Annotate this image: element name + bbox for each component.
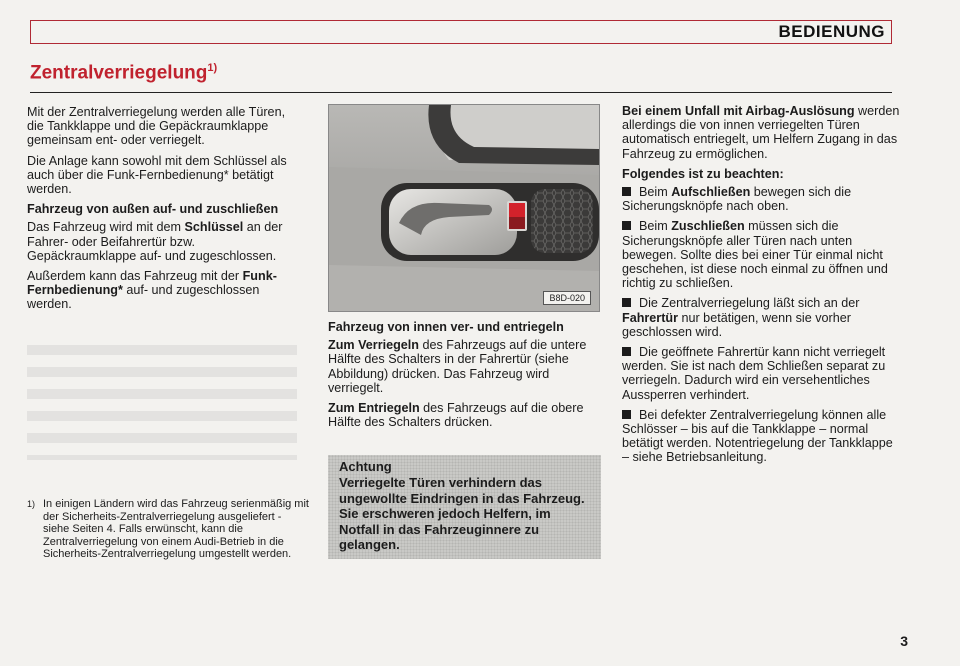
unlock-text: des Fahrzeugs auf die obere Hälfte des Schalters drücken. <box>328 401 584 430</box>
bullet-unlock-a: Beim <box>639 185 672 200</box>
notes-heading: Folgendes ist zu beachten: <box>622 166 784 181</box>
remote-text-c: auf- und zugeschlossen werden. <box>27 283 260 312</box>
bullet-square-icon <box>622 298 631 307</box>
lock-text: des Fahrzeugs auf die untere Hälfte des Schalters in der Fahrertür (siehe Abbildung) drücken. Das Fahrzeug wird verriegelt. <box>328 338 587 395</box>
footnote <box>27 498 309 561</box>
page-number: 3 <box>900 633 908 649</box>
unlock-bold: Zum Entriegeln <box>328 401 420 416</box>
door-switch-photo <box>328 104 600 312</box>
door-panel-illustration <box>329 105 600 312</box>
key-text-a: Das Fahrzeug wird mit dem <box>27 220 185 235</box>
bullet-driver-bold: Fahrertür <box>622 310 678 325</box>
outside-heading: Fahrzeug von außen auf- und zuschließen <box>27 202 279 217</box>
remote-text-bold: Funk-Fernbedienung* <box>27 269 277 298</box>
bullet-driver-a: Die Zentralverriegelung läßt sich an der <box>639 296 860 311</box>
key-text-c: an der Fahrer- oder Beifahrertür bzw. Gepäckraumklappe auf- und zugeschlossen. <box>27 220 283 263</box>
warning-text: Verriegelte Türen verhindern das ungewollte Eindringen in das Fahrzeug. Sie erschweren jedoch Helfern, im Notfall in das Fahrzeuginnere zu gelangen. <box>339 475 585 553</box>
footnote-text: In einigen Ländern wird das Fahrzeug serienmäßig mit der Sicherheits-Zentralverriegelung ausgeliefert - siehe Seiten 4. Falls erwünscht, kann die Zentralverriegelung von einem Audi-Betrieb in die Sicherheits-Zentralverriegelung umgestellt werden. <box>43 498 309 561</box>
unlock-paragraph <box>328 401 601 429</box>
section-label: BEDIENUNG <box>772 21 885 43</box>
title-rule <box>30 92 892 93</box>
bullet-square-icon <box>622 187 631 196</box>
bullet-square-icon <box>622 347 631 356</box>
bullet-open-door-text: Die geöffnete Fahrertür kann nicht verriegelt werden. Sie ist nach dem Schließen separat zu verriegeln. Dadurch wird ein versehentliches Aussperren verhindert. <box>622 345 886 402</box>
bullet-lock-c: müssen sich die Sicherungsknöpfe aller Türen nach unten bewegen. Sollte dies bei einer Tür einmal nicht geschehen, ist diese noch einmal zu öffnen und richtig zu schließen. <box>622 219 888 291</box>
column-left <box>27 105 305 318</box>
airbag-text: werden allerdings die von innen verriegelten Türen automatisch entriegelt, um Helfern Zugang in das Fahrzeug zu ermöglichen. <box>622 104 900 161</box>
lock-bold: Zum Verriegeln <box>328 338 419 353</box>
bullet-lock <box>622 219 900 290</box>
bullet-unlock-c: bewegen sich die Sicherungsknöpfe nach oben. <box>622 185 852 214</box>
column-middle <box>328 320 601 435</box>
airbag-paragraph <box>622 104 900 161</box>
footnote-mark: 1) <box>27 499 36 509</box>
key-text-bold: Schlüssel <box>184 220 244 235</box>
warning-box <box>328 455 601 559</box>
bullet-open-door <box>622 345 900 402</box>
bullet-square-icon <box>622 410 631 419</box>
remote-text-a: Außerdem kann das Fahrzeug mit der <box>27 269 243 284</box>
airbag-bold: Bei einem Unfall mit Airbag-Auslösung <box>622 104 855 118</box>
bullet-defect-text: Bei defekter Zentralverriegelung können alle Schlösser – bis auf die Tankklappe – normal betätigt werden. Notentriegelung der Tankklappe – siehe Betriebsanleitung. <box>622 407 893 465</box>
remote-paragraph <box>27 269 305 312</box>
page-title <box>30 62 217 84</box>
bullet-defect <box>622 408 900 465</box>
inside-heading: Fahrzeug von innen ver- und entriegeln <box>328 320 564 334</box>
bullet-lock-a: Beim <box>639 219 672 234</box>
title-text: Zentralverriegelung <box>30 62 208 84</box>
intro-paragraph: Mit der Zentralverriegelung werden alle Türen, die Tankklappe und die Gepäckraumklappe gemeinsam ent- oder verriegelt. <box>27 105 286 148</box>
system-paragraph: Die Anlage kann sowohl mit dem Schlüssel als auch über die Funk-Fernbedienung* betätigt werden. <box>27 153 287 197</box>
lock-paragraph <box>328 338 601 395</box>
bullet-unlock-bold: Aufschließen <box>671 185 751 200</box>
bullet-lock-bold: Zuschließen <box>671 219 745 234</box>
title-footnote-ref: 1) <box>207 62 218 74</box>
warning-title: Achtung <box>339 459 392 474</box>
image-code: B8D-020 <box>543 291 591 305</box>
show-through-text <box>27 345 297 460</box>
key-paragraph <box>27 220 305 263</box>
bullet-driver-c: nur betätigen, wenn sie vorher geschlossen wird. <box>622 310 851 339</box>
bullet-driver-door <box>622 296 900 339</box>
section-header-bar <box>30 20 892 44</box>
bullet-square-icon <box>622 221 631 230</box>
bullet-unlock <box>622 185 900 213</box>
column-right <box>622 104 900 471</box>
